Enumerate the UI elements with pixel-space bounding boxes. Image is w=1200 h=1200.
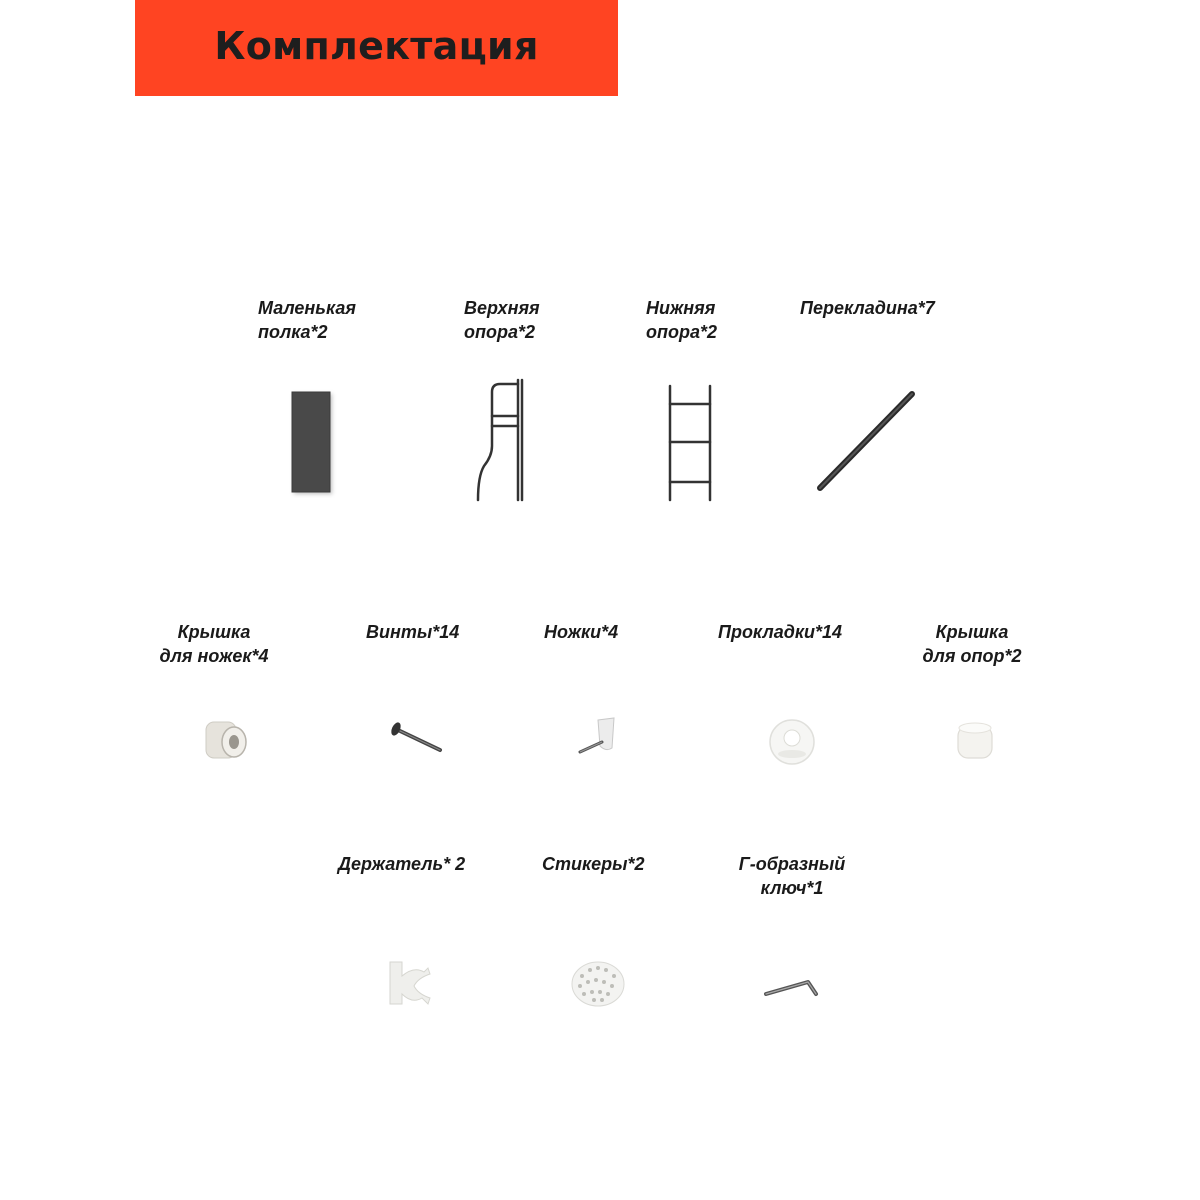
label-leg-cap: Крышка для ножек*4 [159, 622, 269, 666]
label-small-shelf: Маленькая полка*2 [258, 298, 356, 342]
leg-icon [572, 712, 628, 762]
label-stickers: Стикеры*2 [542, 854, 645, 874]
label-crossbar: Перекладина*7 [800, 298, 935, 318]
page-title: Комплектация [214, 24, 539, 68]
label-gaskets: Прокладки*14 [718, 622, 842, 642]
crossbar-icon [812, 388, 922, 494]
hex-key-icon [760, 968, 826, 1002]
gasket-icon [764, 714, 820, 770]
holder-icon [384, 958, 436, 1008]
lower-support-icon [660, 382, 720, 504]
leg-cap-icon [196, 716, 256, 768]
label-support-cap: Крышка для опор*2 [922, 622, 1022, 666]
support-cap-icon [950, 716, 1000, 766]
label-screws: Винты*14 [366, 622, 460, 642]
label-legs: Ножки*4 [544, 622, 619, 642]
label-holder: Держатель* 2 [338, 854, 466, 874]
sticker-icon [568, 958, 628, 1010]
header-banner [135, 0, 618, 96]
small-shelf-icon [284, 386, 340, 498]
screw-icon [386, 720, 448, 760]
label-upper-support: Верхняя опора*2 [464, 298, 540, 342]
label-lower-support: Нижняя опора*2 [646, 298, 718, 342]
upper-support-icon [470, 376, 530, 506]
label-hex-key: Г-образный ключ*1 [738, 854, 846, 898]
